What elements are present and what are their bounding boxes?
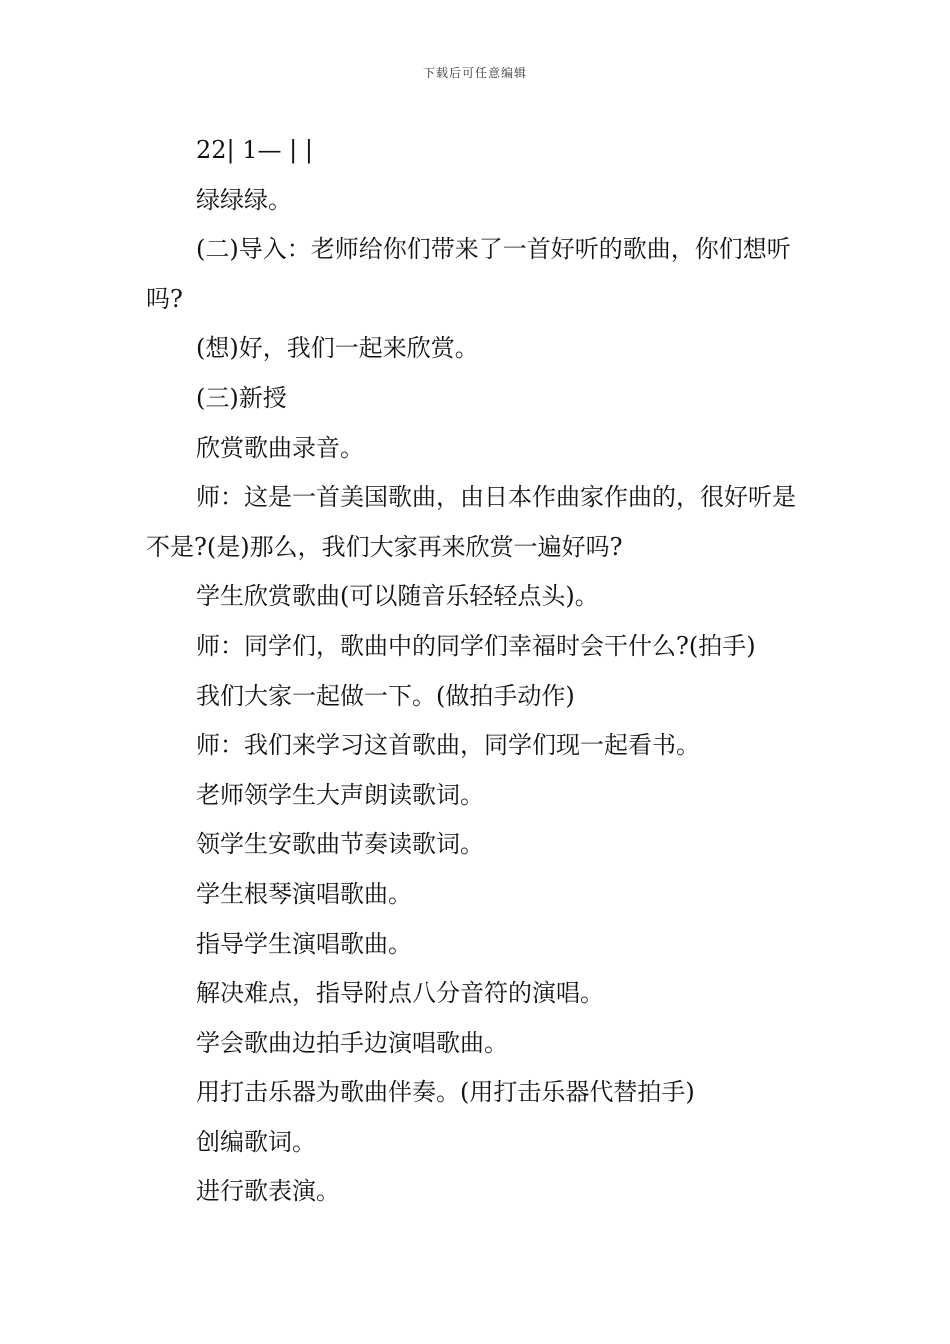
- paragraph: 用打击乐器为歌曲伴奏。(用打击乐器代替拍手): [196, 1078, 695, 1107]
- paragraph: 我们大家一起做一下。(做拍手动作): [196, 681, 575, 710]
- paragraph: 学会歌曲边拍手边演唱歌曲。: [196, 1028, 508, 1057]
- section-heading: (三)新授: [196, 383, 287, 412]
- paragraph: 解决难点，指导附点八分音符的演唱。: [196, 979, 604, 1008]
- notation-line: 22| 1— | |: [196, 136, 313, 164]
- paragraph: 进行歌表演。: [196, 1177, 340, 1206]
- document-body: [146, 126, 816, 1217]
- paragraph: 老师领学生大声朗读歌词。: [196, 780, 484, 809]
- paragraph: 师：同学们，歌曲中的同学们幸福时会干什么?(拍手): [196, 631, 756, 660]
- paragraph: 师：这是一首美国歌曲，由日本作曲家作曲的，很好听是不是?(是)那么，我们大家再来欣赏一遍好吗?: [146, 483, 796, 561]
- paragraph: 绿绿绿。: [196, 185, 292, 214]
- paragraph: 欣赏歌曲录音。: [196, 433, 364, 462]
- paragraph: 领学生安歌曲节奏读歌词。: [196, 830, 484, 859]
- paragraph: (二)导入：老师给你们带来了一首好听的歌曲，你们想听吗?: [146, 235, 791, 313]
- paragraph: 学生根琴演唱歌曲。: [196, 879, 412, 908]
- paragraph: 指导学生演唱歌曲。: [196, 929, 412, 958]
- paragraph: (想)好，我们一起来欣赏。: [196, 334, 479, 363]
- paragraph: 学生欣赏歌曲(可以随音乐轻轻点头)。: [196, 582, 599, 611]
- paragraph: 师：我们来学习这首歌曲，同学们现一起看书。: [196, 731, 700, 760]
- page-header: 下载后可任意编辑: [422, 66, 527, 80]
- paragraph: 创编歌词。: [196, 1127, 316, 1156]
